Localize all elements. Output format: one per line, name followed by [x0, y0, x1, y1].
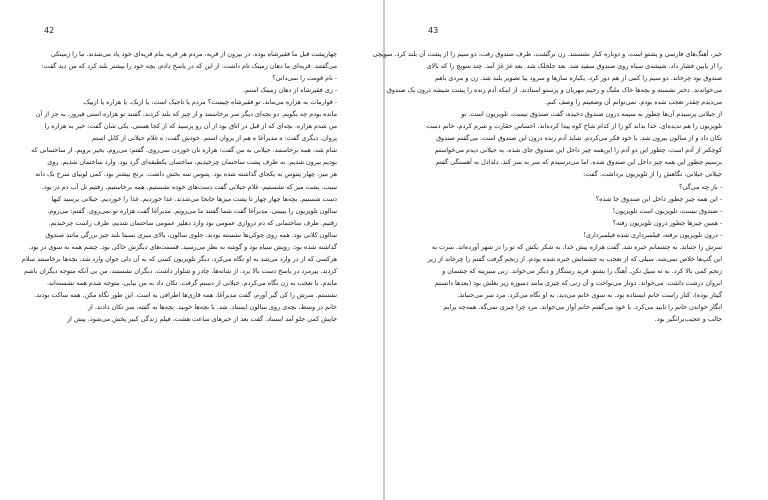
text-line: می‌گفتند. قریه‌ای ما دهان زمینک نام داشت. از این که در پاسخ دادم، بچه خود را بیشتر بلند کرد که من دید گفت:	[41, 62, 337, 71]
text-line: - درون تلویزیون نرفته، فیلمبرداری شده فیلمبرداری!	[583, 230, 722, 239]
text-line: - باز چه می‌گی؟	[679, 182, 722, 191]
page-number: 43	[428, 26, 439, 35]
text-line: صندوق بود چرخاند. دو سیم را کمی از هم دور کرد. یکباره سازها و سرود بیا تصویر بلند شد. زن و مردی باهم	[435, 74, 722, 83]
text-line: کردند. پیرمرد در پاسخ دست بالا برد. از شانه‌ها، چادر و شلوار داشت. دیگران نشستند، من بی آنکه متوجه دیگران باشم	[24, 266, 337, 275]
text-line: من شدم هزاره. بچه‌ای که از قبل در اتاق بود از آن رو پرسید که از کجا هستی. یکی شان گفت: خیر به هزاره را	[44, 122, 337, 131]
text-line: رفتیم. طرف ساختمانی که دم دروازی عمومی بود وارد دهلیز عمومی ساختمان شدیم، طرف راست چرخیدیم.	[48, 218, 337, 227]
text-line: سالون تلویزیون را بیبینی. مدیرآغا گفت شما گفتند ما می‌رویم. مدیرآغا گفت هزاره تو نمی‌روی. گفتم: می‌روم.	[47, 206, 337, 215]
text-line: هرکسی که از در وارد می‌شد به او نگاه می‌کرد. دیگر تلویزیون کسی که به آن دلی جوان وارد شد، بچه‌ها برخاستند سلام	[21, 254, 337, 263]
page-body-text	[372, 48, 722, 325]
text-line: - این همه چیز چطور داخل این صندوق جا شده؟	[595, 194, 722, 203]
text-line: دست شستیم. بچه‌ها چهار چهار تا پشت میزها جابجا می‌شدند. غذا خوردیم. غذا را خوردیم. جیلانی پرسید کیها	[51, 194, 337, 203]
left-page	[0, 0, 383, 500]
text-line: شام شد، همه برخاستند. جیلانی به من گفت: هزاره نان خوردن نمی‌روی. گفتم: می‌روم. بخیر برویم. از ساختمانی که	[31, 146, 337, 155]
text-line: از جیلانی پرسیدم آن‌ها چطور به سیمه درون صندوق دخیده، گفت صندوق نیست، تلویزیون است. تو	[461, 110, 722, 119]
text-line: گیتار بوده)، کنار راست خانم ایستاده بود. به سوی خانم می‌دید، به او نگاه می‌کرد. مرد سر می‌جنباند.	[457, 290, 722, 299]
text-line: - قوارمات به هزاره می‌ماند. تو فقیرشاه چیست؟ مردم یا تاجیک است، یا ازبک، یا هزاره یا ازبیک.	[82, 98, 337, 107]
text-line: ابروان درشت داشت. می‌خواند. دوتار می‌نواخت و آن زنی که چیزی مانند دمبوره زیر بغلش بود (بعدها دانستم	[434, 278, 722, 287]
text-line: سالون کلانی بود. همه روی چوکی‌ها نشسته بودند. جلوی سالون، بالای میزی نسبتا بلند چیز بزرگی مانند صندوق	[45, 230, 337, 239]
text-line: تکان داد و از سالون بیرون شد. با خود فکر می‌کردم. شاید آدم زنده درون این صندوق است. می‌گفتم صندوق	[436, 134, 722, 143]
text-line: خانم در وسط، بچه‌ی روی سالون ایستاد. شد. با بچه‌ها خوبید. بچه‌ها به گفته، سر تکان دادند. از	[87, 302, 337, 311]
text-line: را از پایین فشار داد. شیشه‌ی سیاه روی صندوق سفید شد. بعد جلجلک شد. بعد غژ غژ آمد. چند سویچ را که بالای	[426, 62, 722, 71]
page-body-text	[21, 48, 337, 325]
right-page	[372, 0, 768, 500]
text-line: برسیم چطور این همه چیز داخل این صندوق شده. اما می‌ترسیدم که سر به سر کند. دلدادل به آهستگی گفتم	[435, 158, 722, 167]
text-line: سرش را جنباند. به چشمانم خیره شد. گفت هزاره بیش خدا، به شکر بکش که تو را در شهر آورده‌اند. سرت به	[431, 242, 722, 251]
text-line: - صندوق نیست، تلویزیون است تلویزیون!	[612, 206, 722, 215]
text-line: زنجم کمی بالا کرد. به نه سیل نکن. آهنگ را بشنو. فرید رستگار و دیگر می‌خواند. زنی سبزینه که چشمان و	[442, 266, 722, 275]
text-line: خبر، آهنگ‌های فارسی و پشتو است. و دوباره کنار نشستند. زن برگشت، طرف صندوق رفت، دو سیم را از پشت آن بلند کرد. سویچی	[372, 50, 722, 58]
text-line: - همین چیزها چطور درون تلویزیون رفته؟	[612, 218, 722, 227]
text-line: تلویزیون را هم ندیده‌ای. خدا بداند کو را از کدام شاخ کوه پیدا کرده‌اند. احساس حقارت و شرم کردم. خانم دست	[426, 122, 722, 131]
text-line: سیب. پشت میز که نشستیم، غلام جیلانی گفت دست‌های خوده نشستیم. همه برخاستیم. رفتیم تل آب دم در بود.	[41, 182, 337, 191]
text-line: بودیم بیرون شدیم. به طرف پشت ساختمان چرخیدیم، ساختمان یکطبقه‌ای گرد بود. وارد ساختمان شدیم. روی	[47, 158, 337, 167]
text-line: گذاشته شده بود، روپش سیاه بود و گوشه به نظر می‌رسید. قسمت‌های دیگرش خاکی بود. چشم همه به سوی در بود.	[28, 242, 337, 251]
text-line: ماندم. با تعجب به زن نگاه می‌کردم. جیلانی از دستم گرفت. تکان داد به من بیایی. متوجه شدم همه نشسته‌اند،	[46, 278, 337, 287]
text-line: هر میز، چهار پتنوس به یکجای گذاشته شده بود. پتنوس سه بخش داشت. برنج بیشتر بود. کمی لوبیای سرخ بک دانه	[35, 170, 337, 179]
text-line: می‌دیدم چقدر تعجب شده بودم. نمی‌توانم آن وضعیتم را وصف کنم.	[545, 98, 722, 107]
text-line: جایش کمی جلو آمد ایستاد. گفت بعد از خبرهای ساعت هشت، فیلم زندگی کبیر پخش می‌شود. پیش از	[67, 315, 337, 324]
text-line: - زی فقیرشاه از دهان زمینک استم.	[243, 86, 337, 95]
text-line: مانده بودم چه بگویم. دو بچه‌ای دیگر سر برخاستند و از چیز که بلند کردند، گفتند تو هزاره استی فیروز، به جز از آن	[35, 110, 337, 119]
text-line: می‌خواندند. دختر نشسته و بچه‌ها خاک ملنگ و رحیم مهربان و پرستو استادند. از اینکه آدم زنده را پشت شیشه درون یک صندوق	[386, 86, 722, 95]
text-line: کوچکتر از آدم است، چطور این دو آدم را این‌همه چیز داخل این صندوق جای شده. به جیلانی دیدم می‌خواستم	[434, 146, 722, 155]
page-number: 42	[44, 26, 55, 35]
text-line: پروان. دیگری گفت: ه مدیرآغا ه هم از پروان استم. خودش گفت: ه غلام جیلانی از کابل استم	[92, 134, 337, 143]
text-line: انگار خواندن خانم را تایید می‌کرد. با خود می‌گفتم خانم آواز می‌خواند. مرد چرا چیزی نمی‌گه. همه‌چه برایم	[443, 302, 722, 311]
text-line: جیلانی جیلانی، نگاهش را از تلویزیون برداشت. گفت:	[583, 170, 722, 179]
text-line: نشستم. سرش را کی گیر آورم، گفت مدیرآغا. همه قاری‌ها اطرافی به است. این طور نگاه مکن. همه ساکت بودند.	[34, 290, 337, 299]
text-line: این گپ‌ها خلاص نمی‌شه. سیلی که از تعجب به چشمانش خیره شده بودم. از زنجم گرفت گفتم را چرخاند از زیر	[427, 254, 722, 263]
text-line: چهارپشت قبل ما فقیرشاه بوده. در بیرون از قریه، مردم هر قریه بنام قریه‌ای خود یاد می‌شدند. ما را زمینکی	[50, 50, 337, 58]
text-line: - نام قومت را نمی‌دانی؟	[272, 74, 337, 83]
text-line: جالب و عجیب‌برانگیز بود.	[654, 315, 722, 324]
